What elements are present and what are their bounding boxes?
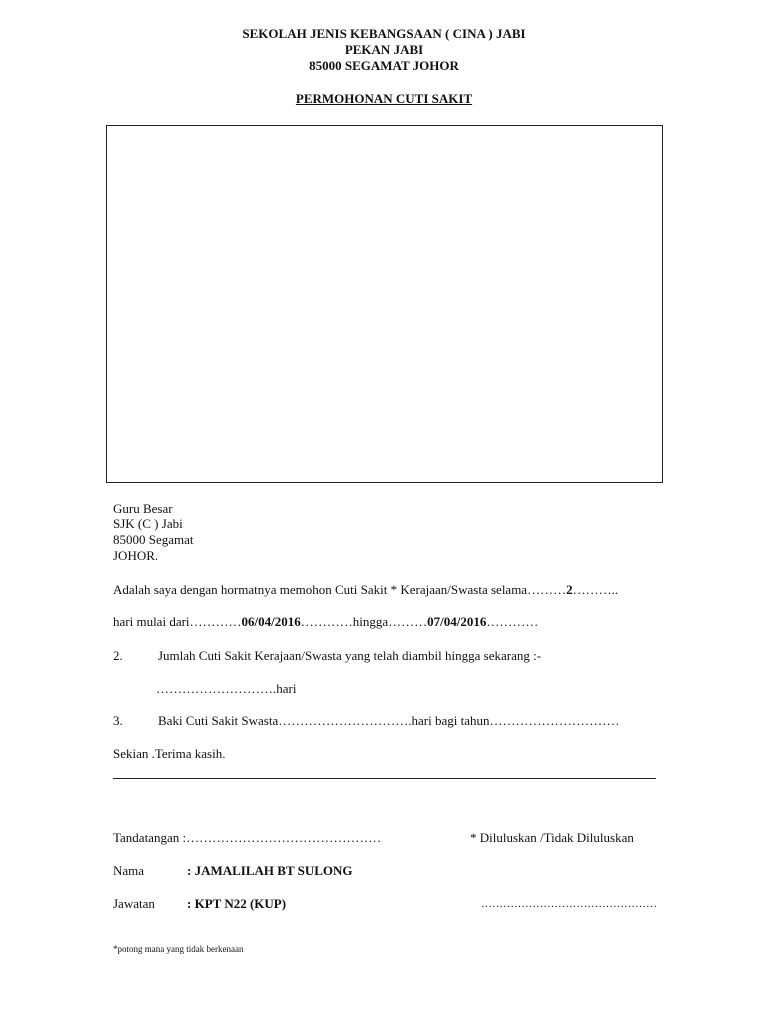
date-to-value: 07/04/2016 bbox=[427, 614, 487, 629]
address-line-3: 85000 Segamat bbox=[113, 532, 194, 547]
signature-label: Tandatangan :……………………………………… bbox=[113, 830, 382, 845]
date-from-value: 06/04/2016 bbox=[241, 614, 301, 629]
position-value: : KPT N22 (KUP) bbox=[187, 896, 287, 911]
request-dots: ……….. bbox=[572, 582, 619, 597]
address-line-1: Guru Besar bbox=[113, 501, 173, 516]
address-line-4: JOHOR. bbox=[113, 548, 159, 563]
divider bbox=[113, 778, 656, 779]
postcode-city: 85000 SEGAMAT JOHOR bbox=[309, 58, 459, 73]
form-title: PERMOHONAN CUTI SAKIT bbox=[295, 91, 473, 106]
date-dots: ………… bbox=[486, 614, 539, 629]
town-name: PEKAN JABI bbox=[344, 42, 424, 57]
item-2-text: Jumlah Cuti Sakit Kerajaan/Swasta yang telah diambil hingga sekarang :- bbox=[158, 648, 542, 663]
date-range-line bbox=[113, 614, 538, 630]
date-to-label: …………hingga……… bbox=[300, 614, 428, 629]
item-3-number: 3. bbox=[113, 713, 123, 728]
item-2-blank: ……………………….hari bbox=[156, 681, 297, 696]
position-label: Jawatan bbox=[113, 896, 155, 911]
name-value: : JAMALILAH BT SULONG bbox=[187, 863, 353, 878]
closing-text: Sekian .Terima kasih. bbox=[113, 746, 226, 761]
date-from-label: hari mulai dari………… bbox=[113, 614, 242, 629]
school-name: SEKOLAH JENIS KEBANGSAAN ( CINA ) JABI bbox=[242, 26, 526, 41]
days-value: 2 bbox=[566, 582, 573, 597]
footnote: *potong mana yang tidak berkenaan bbox=[113, 944, 244, 954]
item-2-number: 2. bbox=[113, 648, 123, 663]
approver-signature-line: ………………………………………… bbox=[481, 898, 657, 910]
approval-status: * Diluluskan /Tidak Diluluskan bbox=[470, 830, 634, 845]
address-line-2: SJK (C ) Jabi bbox=[113, 516, 183, 531]
request-paragraph bbox=[113, 582, 618, 598]
certificate-box bbox=[106, 125, 663, 483]
name-label: Nama bbox=[113, 863, 145, 878]
item-3-text: Baki Cuti Sakit Swasta………………………….hari bagi tahun………………………… bbox=[158, 713, 620, 728]
request-text: Adalah saya dengan hormatnya memohon Cuti Sakit * Kerajaan/Swasta selama……… bbox=[113, 582, 567, 597]
